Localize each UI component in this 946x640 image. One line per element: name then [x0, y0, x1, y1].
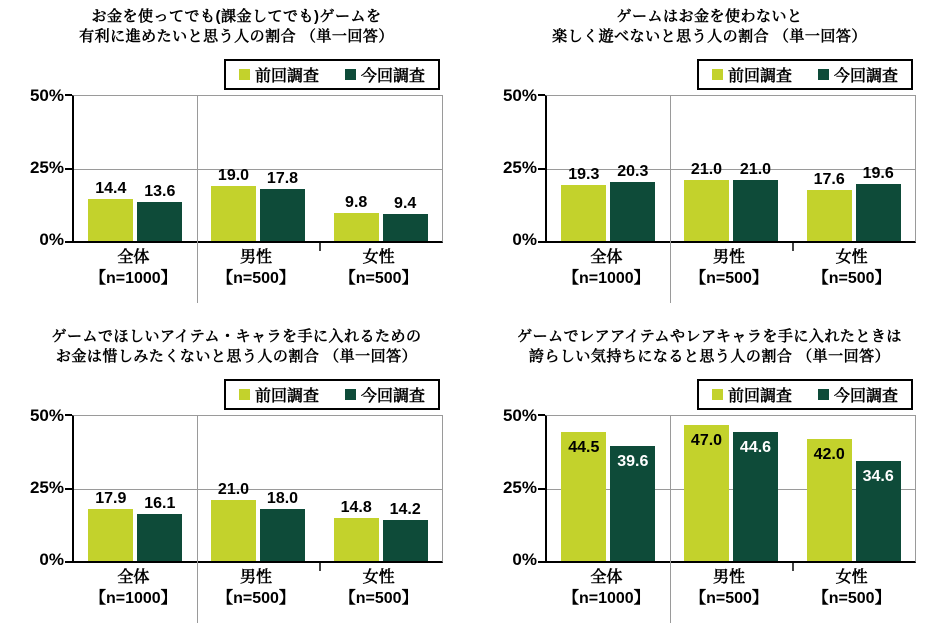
chart-title-line2: 楽しく遊べないと思う人の割合 （単一回答） — [552, 28, 867, 45]
bar-group-male — [670, 96, 793, 241]
category-n: 【n=500】 — [339, 590, 418, 607]
category-name: 男性 — [240, 569, 273, 586]
category-label-female — [317, 567, 440, 609]
legend — [697, 59, 913, 90]
chart-title-line1: お金を使ってでも(課金してでも)ゲームを — [91, 8, 382, 25]
chart-panel-no-fun-without-money — [473, 0, 946, 320]
legend-curr-label: 今回調査 — [360, 68, 425, 85]
legend-curr-label: 今回調査 — [360, 388, 425, 405]
bar-prev — [684, 161, 729, 241]
category-label-female — [790, 567, 913, 609]
legend-curr-label: 今回調査 — [833, 68, 898, 85]
category-n: 【n=1000】 — [562, 590, 650, 607]
bar-value-label: 42.0 — [813, 446, 845, 464]
bar-prev — [684, 425, 729, 561]
legend-prev-swatch — [712, 389, 723, 400]
category-n: 【n=1000】 — [562, 270, 650, 287]
bar-prev — [334, 499, 379, 561]
bar-prev — [88, 490, 133, 561]
category-label-all — [72, 247, 195, 289]
bar-curr — [137, 495, 182, 561]
bar-curr — [610, 446, 655, 561]
y-tick-mark — [538, 414, 545, 416]
category-name: 男性 — [713, 569, 746, 586]
legend-item-prev — [712, 383, 792, 406]
y-axis-tick-label: 0% — [39, 230, 64, 249]
chart-title — [473, 327, 946, 367]
bar-value-label: 19.6 — [862, 165, 894, 183]
y-axis-tick-label: 0% — [39, 550, 64, 569]
category-n: 【n=1000】 — [89, 270, 177, 287]
chart-panel-proud-of-rare-items — [473, 320, 946, 640]
category-label-male — [195, 247, 318, 289]
y-tick-mark — [65, 94, 72, 96]
y-axis-tick-label: 0% — [512, 550, 537, 569]
category-n: 【n=500】 — [339, 270, 418, 287]
bar-group-female — [792, 96, 915, 241]
bar-value-label: 19.3 — [568, 166, 600, 184]
legend-item-curr — [818, 63, 898, 86]
category-n: 【n=500】 — [812, 270, 891, 287]
bar-prev — [211, 166, 256, 241]
bar-prev — [334, 193, 379, 241]
bar-value-label: 18.0 — [266, 489, 299, 507]
plot-area — [72, 95, 443, 243]
bar-value-label: 34.6 — [862, 467, 894, 485]
bar-group-all — [74, 96, 197, 241]
category-label-male — [668, 567, 791, 609]
legend-prev-swatch — [712, 69, 723, 80]
legend-curr-swatch — [818, 69, 829, 80]
bar-value-label: 14.2 — [389, 500, 421, 518]
bar-group-male — [197, 416, 320, 561]
chart-title-line2: 有利に進めたいと思う人の割合 （単一回答） — [79, 28, 394, 45]
y-axis-tick-label: 25% — [29, 158, 64, 177]
chart-title-line1: ゲームでレアアイテムやレアキャラを手に入れたときは — [517, 328, 902, 345]
category-n: 【n=1000】 — [89, 590, 177, 607]
chart-panel-pay-to-advance — [0, 0, 473, 320]
y-tick-mark — [538, 94, 545, 96]
y-axis-tick-label: 50% — [502, 406, 537, 425]
bar-groups — [74, 416, 442, 561]
category-labels — [72, 247, 440, 289]
bar-prev — [561, 166, 606, 241]
bar-curr — [383, 500, 428, 561]
bar-group-male — [670, 416, 793, 561]
category-label-all — [545, 567, 668, 609]
bar-value-label: 9.4 — [394, 194, 417, 212]
y-axis-tick-label: 0% — [512, 230, 537, 249]
chart-title — [0, 327, 473, 367]
bar-curr — [733, 161, 778, 241]
bar-group-female — [792, 416, 915, 561]
bar-value-label: 21.0 — [739, 161, 772, 179]
bar-value-label: 21.0 — [217, 481, 250, 499]
bar-value-label: 17.8 — [266, 170, 299, 188]
category-labels — [545, 247, 913, 289]
legend-prev-label: 前回調査 — [727, 68, 792, 85]
chart-title-line1: ゲームでほしいアイテム・キャラを手に入れるための — [51, 328, 422, 345]
legend-curr-label: 今回調査 — [833, 388, 898, 405]
bar-value-label: 13.6 — [144, 182, 176, 200]
legend-prev-label: 前回調査 — [254, 68, 319, 85]
category-n: 【n=500】 — [812, 590, 891, 607]
bar-value-label: 17.9 — [95, 490, 127, 508]
bar-prev — [561, 432, 606, 561]
bar-groups — [547, 416, 915, 561]
category-label-all — [545, 247, 668, 289]
bar-value-label: 47.0 — [690, 431, 723, 449]
y-axis-tick-label: 25% — [29, 478, 64, 497]
category-name: 女性 — [835, 569, 868, 586]
y-axis-tick-label: 50% — [29, 86, 64, 105]
plot-area — [72, 415, 443, 563]
chart-title — [473, 7, 946, 47]
category-label-female — [790, 247, 913, 289]
category-labels — [72, 567, 440, 609]
y-tick-mark — [65, 241, 72, 243]
category-name: 男性 — [713, 249, 746, 266]
y-tick-mark — [65, 414, 72, 416]
bar-value-label: 17.6 — [813, 170, 845, 188]
y-axis-tick-label: 50% — [502, 86, 537, 105]
y-tick-mark — [65, 488, 72, 490]
category-n: 【n=500】 — [690, 270, 768, 287]
category-label-all — [72, 567, 195, 609]
bar-value-label: 9.8 — [345, 193, 368, 211]
legend-curr-swatch — [818, 389, 829, 400]
y-tick-mark — [538, 168, 545, 170]
bar-curr — [137, 182, 182, 241]
legend-prev-label: 前回調査 — [727, 388, 792, 405]
chart-title-line2: 誇らしい気持ちになると思う人の割合 （単一回答） — [528, 348, 891, 365]
legend-curr-swatch — [345, 389, 356, 400]
bar-value-label: 44.6 — [739, 438, 772, 456]
chart-panel-dont-mind-spending — [0, 320, 473, 640]
bar-group-all — [547, 416, 670, 561]
bar-group-all — [547, 96, 670, 241]
y-axis-tick-label: 25% — [502, 158, 537, 177]
category-name: 女性 — [362, 569, 395, 586]
category-n: 【n=500】 — [217, 590, 295, 607]
category-name: 女性 — [835, 249, 868, 266]
category-name: 全体 — [590, 249, 623, 266]
bar-value-label: 16.1 — [144, 495, 176, 513]
legend — [224, 379, 440, 410]
category-name: 男性 — [240, 249, 273, 266]
bar-curr — [610, 163, 655, 241]
legend-prev-swatch — [239, 389, 250, 400]
category-name: 全体 — [590, 569, 623, 586]
legend-item-prev — [239, 383, 319, 406]
category-label-male — [195, 567, 318, 609]
bar-curr — [856, 165, 901, 241]
category-name: 女性 — [362, 249, 395, 266]
chart-title-line2: お金は惜しみたくないと思う人の割合 （単一回答） — [55, 348, 418, 365]
bar-group-all — [74, 416, 197, 561]
y-tick-mark — [538, 561, 545, 563]
plot-area — [545, 415, 916, 563]
bar-curr — [733, 432, 778, 561]
y-tick-mark — [65, 168, 72, 170]
bar-prev — [88, 180, 133, 241]
category-n: 【n=500】 — [690, 590, 768, 607]
legend — [697, 379, 913, 410]
y-axis-tick-label: 25% — [502, 478, 537, 497]
bar-value-label: 44.5 — [568, 438, 600, 456]
legend-item-curr — [345, 63, 425, 86]
bar-value-label: 20.3 — [617, 163, 649, 181]
legend-curr-swatch — [345, 69, 356, 80]
category-name: 全体 — [117, 569, 150, 586]
legend-item-prev — [239, 63, 319, 86]
legend-prev-swatch — [239, 69, 250, 80]
bar-prev — [211, 481, 256, 561]
bar-prev — [807, 439, 852, 561]
bar-curr — [260, 170, 305, 241]
category-name: 全体 — [117, 249, 150, 266]
legend-item-curr — [818, 383, 898, 406]
category-n: 【n=500】 — [217, 270, 295, 287]
bar-value-label: 14.4 — [95, 180, 127, 198]
bar-groups — [74, 96, 442, 241]
bar-group-female — [319, 96, 442, 241]
bar-group-female — [319, 416, 442, 561]
y-tick-mark — [538, 488, 545, 490]
legend — [224, 59, 440, 90]
bar-curr — [856, 461, 901, 561]
bar-value-label: 19.0 — [217, 166, 250, 184]
category-label-female — [317, 247, 440, 289]
y-tick-mark — [538, 241, 545, 243]
bar-value-label: 21.0 — [690, 161, 723, 179]
bar-group-male — [197, 96, 320, 241]
bar-curr — [383, 194, 428, 241]
bar-prev — [807, 170, 852, 241]
plot-area — [545, 95, 916, 243]
legend-item-prev — [712, 63, 792, 86]
category-label-male — [668, 247, 791, 289]
chart-title-line1: ゲームはお金を使わないと — [616, 8, 803, 25]
bar-curr — [260, 489, 305, 561]
chart-title — [0, 7, 473, 47]
y-axis-tick-label: 50% — [29, 406, 64, 425]
bar-value-label: 39.6 — [617, 453, 649, 471]
category-labels — [545, 567, 913, 609]
legend-prev-label: 前回調査 — [254, 388, 319, 405]
legend-item-curr — [345, 383, 425, 406]
bar-value-label: 14.8 — [340, 499, 372, 517]
bar-groups — [547, 96, 915, 241]
y-tick-mark — [65, 561, 72, 563]
